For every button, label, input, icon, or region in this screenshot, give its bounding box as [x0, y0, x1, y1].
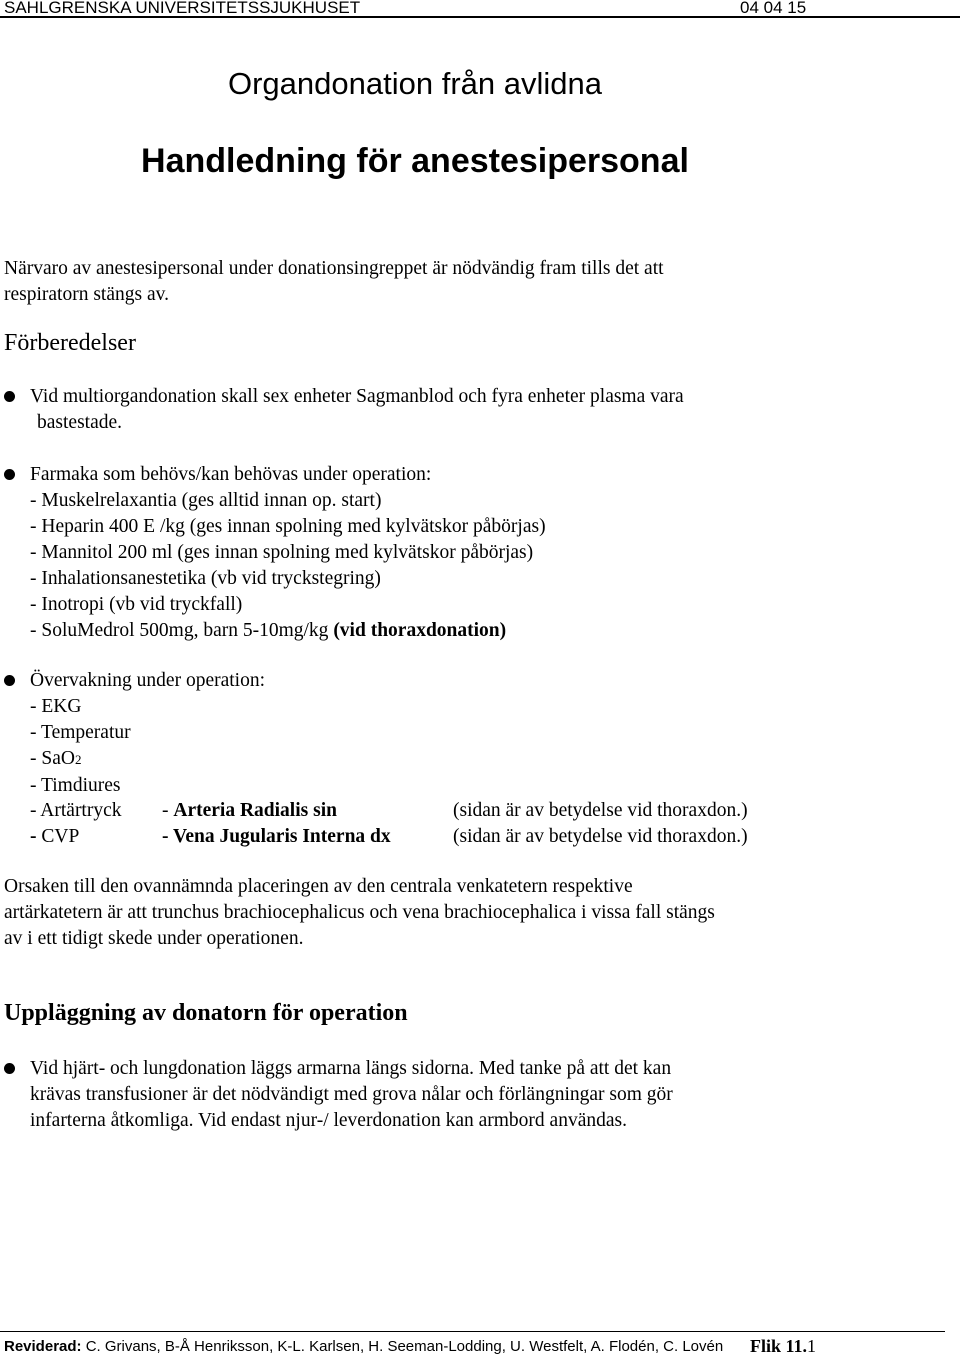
footer-revised: [4, 1338, 723, 1355]
solumedrol-condition: (vid thoraxdonation): [333, 620, 507, 641]
pharmaca-item: - Muskelrelaxantia (ges alltid innan op. start): [30, 490, 382, 511]
artartryck-note: (sidan är av betydelse vid thoraxdon.): [453, 800, 748, 821]
cvp-label: [30, 824, 79, 850]
header-organization: SAHLGRENSKA UNIVERSITETSSJUKHUSET: [4, 0, 361, 17]
monitoring-intro: Övervakning under operation:: [30, 670, 266, 691]
monitoring-row-artartryck: [0, 798, 960, 824]
cvp-note: (sidan är av betydelse vid thoraxdon.): [453, 826, 748, 847]
sao2-text: - SaO: [30, 748, 75, 769]
artartryck-site-name: Arteria Radialis sin: [173, 800, 337, 821]
bullet-icon: [4, 391, 15, 402]
sao2-subscript: 2: [74, 752, 82, 767]
document-subtitle: Handledning för anestesipersonal: [141, 142, 689, 180]
section-heading-upplaggning: Uppläggning av donatorn för operation: [4, 1000, 408, 1026]
solumedrol-text: - SoluMedrol 500mg, barn 5-10mg/kg: [30, 620, 334, 641]
artartryck-site-dash: -: [162, 800, 174, 821]
orsaken-paragraph: [4, 874, 715, 952]
section-heading-forberedelser: Förberedelser: [4, 330, 136, 356]
bullet-icon: [4, 1063, 15, 1074]
positioning-line-3: infarterna åtkomliga. Vid endast njur-/ leverdonation kan armbord användas.: [30, 1110, 627, 1131]
footer-revised-names: C. Grivans, B-Å Henriksson, K-L. Karlsen, H. Seeman-Lodding, U. Westfelt, A. Flodén, C. Lovén: [81, 1338, 724, 1355]
cvp-site: [162, 824, 391, 850]
positioning-line-2: krävas transfusioner är det nödvändigt med grova nålar och förlängningar som gör: [30, 1084, 673, 1105]
artartryck-site: [162, 798, 337, 824]
positioning-line-1: Vid hjärt- och lungdonation läggs armarna längs sidorna. Med tanke på att det kan: [30, 1058, 672, 1079]
bullet-icon: [4, 469, 15, 480]
intro-paragraph: [4, 256, 664, 308]
pharmaca-intro: Farmaka som behövs/kan behövas under operation:: [30, 464, 432, 485]
cvp-site-name: Vena Jugularis Interna dx: [173, 826, 391, 847]
cvp-label-text: CVP: [41, 826, 80, 847]
footer-flik-number: 1: [807, 1336, 817, 1356]
header-date: 04 04 15: [740, 0, 807, 17]
cvp-site-dash: -: [162, 826, 174, 847]
footer-flik-label: Flik 11.: [750, 1336, 808, 1356]
footer-revised-label: Reviderad:: [4, 1338, 82, 1355]
footer-flik: [750, 1336, 816, 1357]
bullet-monitoring: [30, 668, 265, 799]
bullet-blood-units-cont: bastestade.: [37, 412, 123, 433]
orsaken-line-1: Orsaken till den ovannämnda placeringen av den centrala venkatetern respektive: [4, 876, 633, 897]
bullet-blood-units: Vid multiorgandonation skall sex enheter Sagmanblod och fyra enheter plasma vara: [30, 386, 684, 407]
artartryck-label: - Artärtryck: [30, 800, 122, 821]
document-title: Organdonation från avlidna: [228, 66, 602, 101]
header-divider: [0, 16, 960, 18]
pharmaca-item-solumedrol: [30, 618, 546, 644]
pharmaca-item: - Inotropi (vb vid tryckfall): [30, 594, 243, 615]
pharmaca-item: - Heparin 400 E /kg (ges innan spolning med kylvätskor påbörjas): [30, 516, 546, 537]
cvp-label-dash: -: [30, 826, 42, 847]
bullet-pharmaca: [30, 462, 546, 644]
intro-line-1: Närvaro av anestesipersonal under donationsingreppet är nödvändig fram tills det att: [4, 258, 664, 279]
orsaken-line-2: artärkatetern är att trunchus brachiocephalicus och vena brachiocephalica i vissa fall stängs: [4, 902, 715, 923]
pharmaca-item: - Mannitol 200 ml (ges innan spolning med kylvätskor påbörjas): [30, 542, 534, 563]
pharmaca-item: - Inhalationsanestetika (vb vid tryckstegring): [30, 568, 381, 589]
orsaken-line-3: av i ett tidigt skede under operationen.: [4, 928, 304, 949]
monitoring-item: - Timdiures: [30, 775, 121, 796]
bullet-icon: [4, 675, 15, 686]
intro-line-2: respiratorn stängs av.: [4, 284, 169, 305]
monitoring-item: - EKG: [30, 696, 82, 717]
monitoring-row-cvp: [0, 824, 960, 850]
monitoring-item-sao2: [30, 746, 265, 773]
bullet-positioning: [30, 1056, 673, 1134]
footer-divider: [0, 1331, 945, 1332]
monitoring-item: - Temperatur: [30, 722, 131, 743]
